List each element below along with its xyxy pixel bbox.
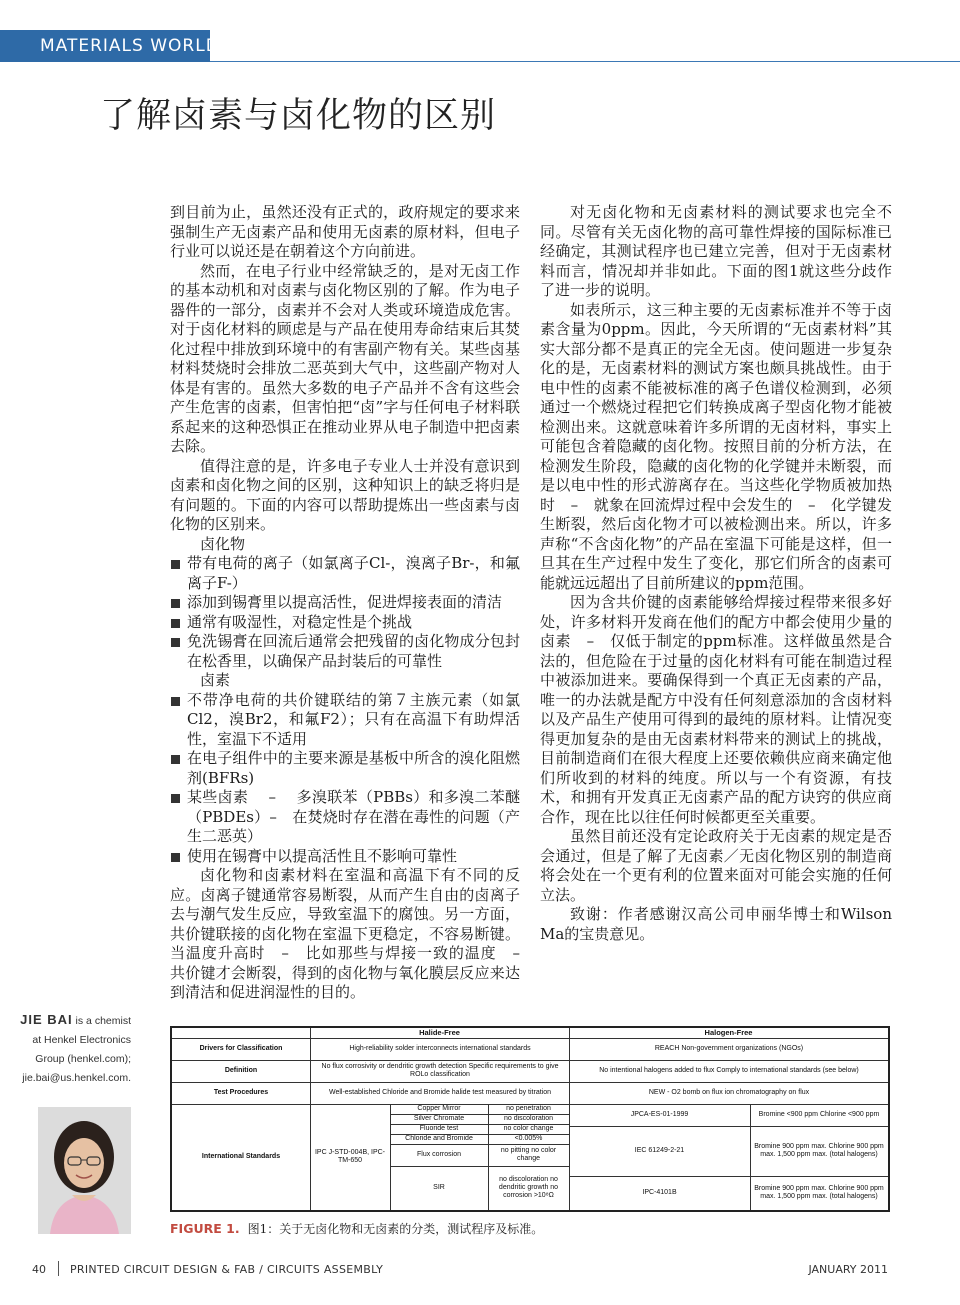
table-cell: <0.005%: [514, 1135, 543, 1142]
table-cell: Bromine 900 ppm max. Chlorine 900 ppm max. 1,500 ppm max. (total halogens): [754, 1143, 884, 1158]
table-cell: Chloride and Bromide: [405, 1135, 473, 1142]
footer-divider: [58, 1261, 59, 1276]
bullet-square-icon: [171, 619, 180, 628]
table-rule: [390, 1104, 391, 1210]
table-rule: [172, 1038, 888, 1039]
halogen-list: [170, 691, 520, 867]
paragraph: 如表所示，这三种主要的无卤素标准并不等于卤素含量为0ppm。因此，今天所谓的“无卤素材料”其实大部分都不是真正的完全无卤。使问题进一步复杂化的是，无卤素材料的测试方案也颇具挑战性。由于电中性的卤素不能被标准的离子色谱仪检测到，必须通过一个燃烧过程把它们转换成离子型卤化物才能被检测出来。这就意味着许多所谓的无卤材料，事实上可能包含着隐藏的卤化物。按照目前的分析方法，在检测发生阶段，隐藏的卤化物的化学键并未断裂，而是以电中性的形式游离存在。当这些化学物质被加热时 – 就象在回流焊过程中会发生的 – 化学键发生断裂，然后卤化物才可以被检测出来。所以，许多声称“不含卤化物”的产品在室温下可能是这样，但一旦其在生产过程中发生了变化，那它们所含的卤素可能就远远超出了目前所建议的ppm范围。: [540, 300, 892, 592]
table-cell: no color change: [503, 1125, 554, 1132]
table-rule: [569, 1028, 570, 1210]
table-cell: IPC-4101B: [642, 1189, 677, 1196]
table-rule: [390, 1134, 569, 1135]
paragraph: 致谢：作者感谢汉高公司申丽华博士和Wilson Ma的宝贵意见。: [540, 905, 892, 943]
table-cell: NEW - O2 bomb on flux ion chromatography on flux: [648, 1089, 810, 1096]
table-cell: no discoloration no dendritic growth no corrosion >10⁸Ω: [498, 1176, 559, 1199]
table-cell: SIR: [433, 1184, 445, 1191]
table-rule: [569, 1176, 888, 1177]
table-header-halogen: Halogen-Free: [704, 1028, 753, 1037]
list-item: 添加到锡膏里以提高活性，促进焊接表面的清洁: [170, 593, 520, 613]
list-item: 通常有吸湿性，对稳定性是个挑战: [170, 613, 520, 633]
table-cell: High-reliability solder interconnects international standards: [349, 1045, 531, 1052]
table-cell: IEC 61249-2-21: [634, 1147, 685, 1154]
bullet-square-icon: [171, 599, 180, 608]
table-cell: Flux corrosion: [417, 1151, 461, 1158]
bullet-square-icon: [171, 755, 180, 764]
table-cell: no pitting no color change: [500, 1147, 557, 1162]
paragraph: 值得注意的是，许多电子专业人士并没有意识到卤素和卤化物之间的区别，这种知识上的缺乏将归是有问题的。下面的内容可以帮助提炼出一些卤素与卤化物的区别来。: [170, 456, 520, 533]
author-bio-text: is a chemist at Henkel Electronics Group (henkel.com); jie.bai@us.henkel.com.: [22, 1015, 131, 1084]
halide-list: [170, 554, 520, 671]
table-row-label: International Standards: [201, 1153, 281, 1160]
table-row-label: Definition: [224, 1067, 258, 1074]
paragraph: 卤化物和卤素材料在室温和高温下有不同的反应。卤离子键通常容易断裂，从而产生自由的卤离子去与潮气发生反应，导致室温下的腐蚀。另一方面，共价键联接的卤化物在室温下更稳定，不容易断键。当温度升高时 – 比如那些与焊接一致的温度 – 共价键才会断裂，得到的卤化物与氧化膜层反应来达到清洁和促进润湿性的目的。: [170, 866, 536, 1001]
paragraph: 虽然目前还没有定论政府关于无卤素的规定是否会通过，但是了解了无卤素／无卤化物区别的制造商将会处在一个更有利的位置来面对可能会实施的任何立法。: [540, 827, 892, 904]
bullet-square-icon: [171, 794, 180, 803]
section-label: MATERIALS WORLD: [40, 36, 220, 56]
table-cell: Silver Chromate: [413, 1115, 465, 1122]
list-item: 带有电荷的离子（如氯离子Cl-，溴离子Br-，和氟离子F-）: [170, 554, 520, 593]
table-cell: Fluoride test: [419, 1125, 459, 1132]
table-cell: IPC J-STD-004B, IPC-TM-650: [314, 1149, 385, 1164]
paragraph: 然而，在电子行业中经常缺乏的，是对无卤工作的基本动机和对卤素与卤化物区别的了解。作为电子器件的一部分，卤素并不会对人类或环境造成危害。对于卤化材料的顾虑是与产品在使用寿命结束后其焚化过程中排放到环境中的有害副产物有关。某些卤基材料焚烧时会排放二恶英到大气中，这些副产物对人体是有害的。虽然大多数的电子产品并不含有这些会产生危害的卤素，但害怕把“卤”字与任何电子材料联系起来的这种恐惧正在推动业界从电子制造中把卤素去除。: [170, 261, 520, 455]
table-cell: no penetration: [506, 1105, 551, 1112]
bullet-square-icon: [171, 853, 180, 862]
table-rule: [390, 1124, 569, 1125]
list-heading-halogen: 卤素: [200, 671, 231, 689]
table-rule: [750, 1104, 751, 1210]
table-rule: [172, 1082, 888, 1083]
table-cell: No flux corrosivity or dendritic growth detection Specific requirements to give ROLo classification: [321, 1063, 559, 1078]
table-rule: [310, 1028, 311, 1210]
table-cell: Bromine <900 ppm Chlorine <900 ppm: [758, 1111, 880, 1118]
paragraph: 因为含共价键的卤素能够给焊接过程带来很多好处，许多材料开发商在他们的配方中都会使用少量的卤素 – 仅低于制定的ppm标准。这样做虽然是合法的，但危险在于过量的卤化材料有可能在制造过程中被添加进来。要确保得到一个真正无卤素的产品，唯一的办法就是配方中没有任何刻意添加的含卤材料以及产品生产使用可得到的最纯的原材料。让情况变得更加复杂的是由无卤素材料带来的测试上的挑战，目前制造商们在很大程度上还要依赖供应商来确定他们所收到的材料的纯度。所以与一个有资源，有技术，和拥有开发真正无卤素产品的配方诀窍的供应商合作，现在比以往任何时候都更至关重要。: [540, 593, 892, 826]
table-rule: [390, 1114, 569, 1115]
table-rule: [488, 1104, 489, 1210]
figure-label: FIGURE 1.: [170, 1221, 240, 1236]
issue-date: JANUARY 2011: [808, 1263, 888, 1276]
paragraph: 到目前为止，虽然还没有正式的，政府规定的要求来强制生产无卤素产品和使用无卤素的原材料，但电子行业可以说还是在朝着这个方向前进。: [170, 203, 520, 260]
table-rule: [172, 1060, 888, 1061]
table-cell: no discoloration: [503, 1115, 554, 1122]
list-heading-halide: 卤化物: [200, 534, 246, 553]
author-photo: [38, 1107, 131, 1234]
table-cell: Well-established Chloride and Bromide halide test measured by titration: [328, 1089, 552, 1096]
table-rule: [569, 1126, 888, 1127]
list-item: 不带净电荷的共价键联结的第７主族元素（如氯Cl2，溴Br2，和氟F2）；只有在高温下有助焊活性，室温下不适用: [170, 691, 520, 750]
table-header-halide: Halide-Free: [419, 1028, 460, 1037]
table-rule: [390, 1144, 569, 1145]
author-name: JIE BAI: [20, 1012, 73, 1027]
list-item: 免洗锡膏在回流后通常会把残留的卤化物成分包封在松香里，以确保产品封装后的可靠性: [170, 632, 520, 671]
publication-name: PRINTED CIRCUIT DESIGN & FAB / CIRCUITS ASSEMBLY: [70, 1263, 384, 1276]
table-cell: Copper Mirror: [417, 1105, 461, 1112]
list-item: 使用在锡膏中以提高活性且不影响可靠性: [170, 847, 520, 867]
header-rule: [210, 61, 960, 62]
table-rule: [390, 1166, 569, 1167]
table-cell: No intentional halogens added to flux Comply to international standards (see below): [599, 1067, 859, 1074]
table-cell: REACH Non-government organizations (NGOs): [654, 1045, 804, 1052]
author-bio: [20, 1010, 131, 1088]
table-row-label: Test Procedures: [213, 1089, 269, 1096]
bullet-square-icon: [171, 638, 180, 647]
list-item: 某些卤素 – 多溴联苯（PBBs）和多溴二苯醚（PBDEs）– 在焚烧时存在潜在毒性的问题（产生二恶英）: [170, 788, 520, 847]
right-column: [540, 203, 892, 944]
bullet-square-icon: [171, 560, 180, 569]
paragraph: 对无卤化物和无卤素材料的测试要求也完全不同。尽管有关无卤化物的高可靠性焊接的国际标准已经确定，其测试程序也已建立完善，但对于无卤素材料而言，情况却并非如此。下面的图1就这些分歧作了进一步的说明。: [540, 203, 892, 299]
article-title: 了解卤素与卤化物的区别: [100, 96, 497, 136]
left-column: [170, 203, 536, 1003]
table-row-label: Drivers for Classification: [199, 1045, 283, 1052]
page-number: 40: [32, 1263, 46, 1276]
figure-caption: [170, 1220, 543, 1237]
list-item: 在电子组件中的主要来源是基板中所含的溴化阻燃剂(BFRs): [170, 749, 520, 788]
figure-table: [170, 1026, 890, 1212]
table-cell: JPCA-ES-01-1999: [630, 1111, 689, 1118]
bullet-square-icon: [171, 697, 180, 706]
figure-caption-text: 图1：关于无卤化物和无卤素的分类，测试程序及标准。: [247, 1222, 544, 1236]
table-cell: Bromine 900 ppm max. Chlorine 900 ppm max. 1,500 ppm max. (total halogens): [754, 1185, 884, 1200]
table-rule: [172, 1104, 888, 1105]
